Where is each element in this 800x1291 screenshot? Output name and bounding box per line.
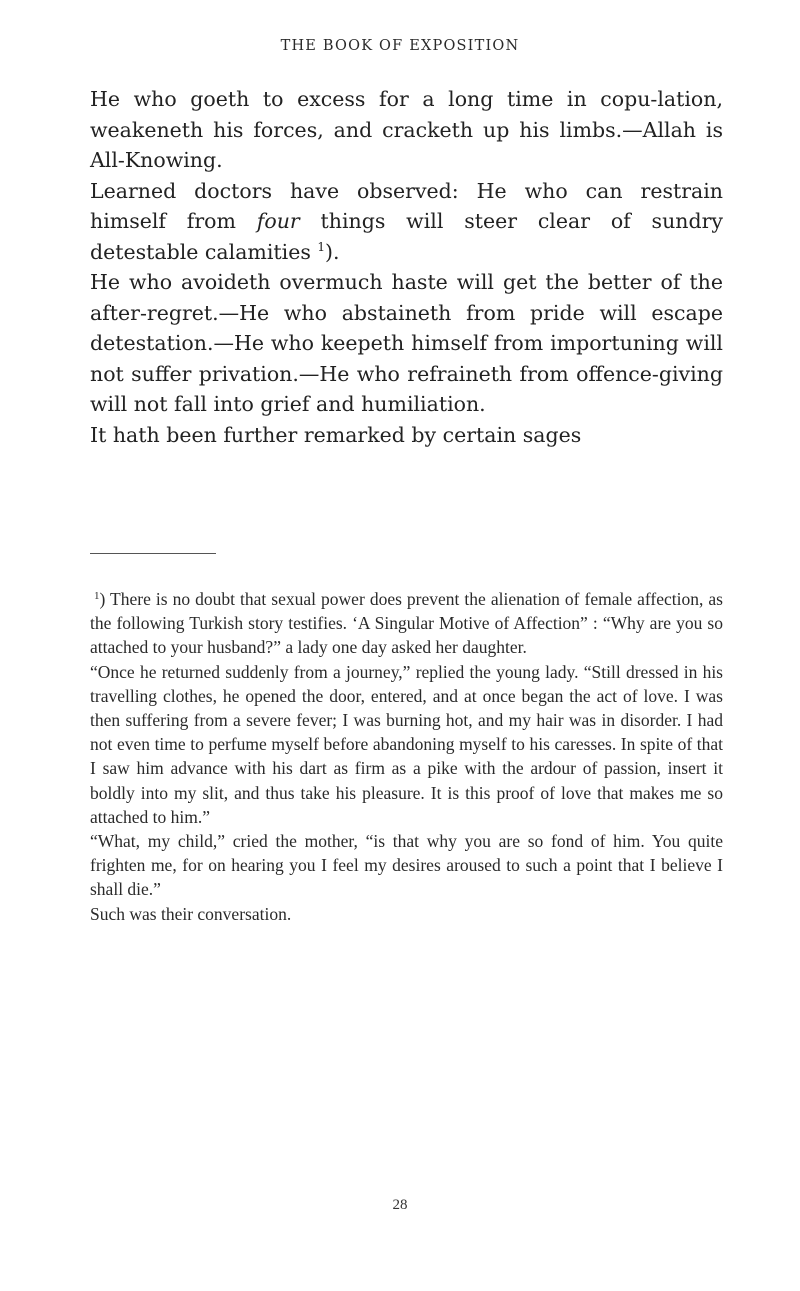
page-number: 28 [392, 1197, 408, 1213]
footnote-paragraph-2: “Once he returned suddenly from a journey,” replied the young lady. “Still dressed in his travelling clothes, he opened the door, entered, and at once began the act of love. I was then suffering from a severe fever; I was burning hot, and my hair was in disorder. I had not even time to perfume myself before abandoning myself to his caresses. In spite of that I saw him advance with his dart as firm as a pike with the ardour of passion, insert it boldly into my slit, and thus take his pleasure. It is this proof of love that makes me so attached to him.” [90, 661, 723, 827]
footnote [90, 587, 723, 926]
emphasis-four: four [256, 209, 300, 233]
footnote-paragraph-4: Such was their conversation. [90, 903, 292, 924]
footnote-rule [90, 553, 216, 554]
main-text [90, 84, 723, 450]
footnote-text-1: ) There is no doubt that sexual power does prevent the alienation of female affection, as the following Turkish story testifies. ‘A Singular Motive of Affection” : “Why are you so attached to your husband?” a lady one day asked her daughter. [90, 589, 723, 658]
footnote-paragraph-3: “What, my child,” cried the mother, “is that why you are so fond of him. You quite frighten me, for on hearing you I feel my desires aroused to such a point that I believe I shall die.” [90, 831, 723, 900]
footnote-paragraph-1 [90, 587, 723, 660]
paragraph-excess: He who goeth to excess for a long time in copu-lation, weakeneth his forces, and cracketh up his limbs.—Allah is All-Knowing. [90, 87, 723, 172]
paragraph-learned-doctors [90, 176, 723, 268]
paragraph-learned-doctors-close: ). [325, 239, 340, 264]
paragraph-learned-doctors-start: Learned doctors have observed: He who can restrain himself from [90, 178, 723, 233]
running-head: THE BOOK OF EXPOSITION [280, 38, 520, 54]
footnote-marker: 1 [94, 590, 100, 602]
paragraph-sages: It hath been further remarked by certain sages [90, 422, 582, 447]
paragraph-maxims: He who avoideth overmuch haste will get the better of the after-regret.—He who abstaineth from pride will escape detestation.—He who keepeth himself from importuning will not suffer privation.—He who refraineth from offence-giving will not fall into grief and humiliation. [90, 270, 723, 416]
footnote-reference: 1 [317, 239, 326, 254]
paragraph-learned-doctors-end: things will steer clear of sundry detestable calamities [90, 209, 723, 264]
